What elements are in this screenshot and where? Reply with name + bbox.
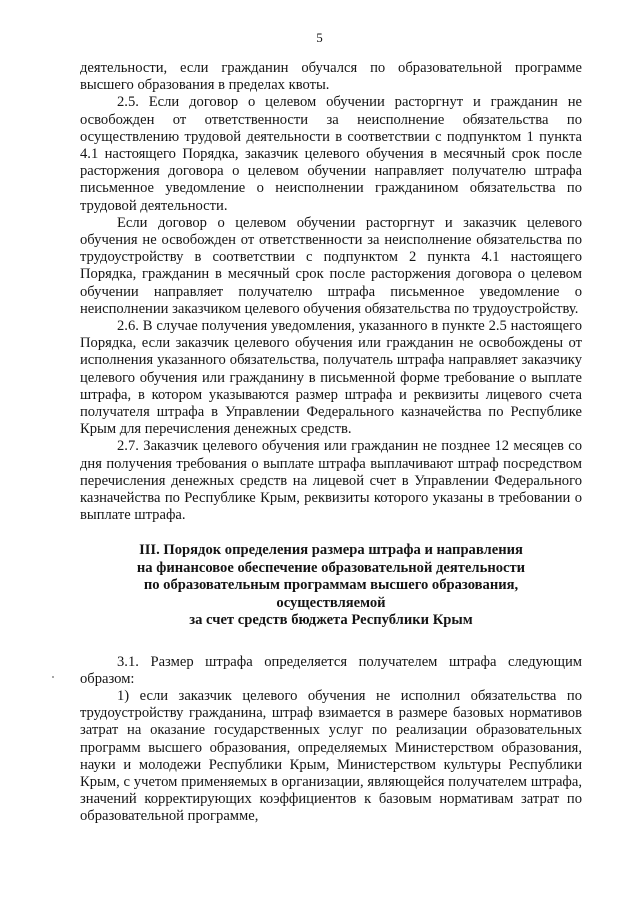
paragraph-3-1: 3.1. Размер штрафа определяется получателем штрафа следующим образом: [80,653,582,687]
section-heading-iii [80,542,582,629]
paragraph-2-5: 2.5. Если договор о целевом обучении расторгнут и гражданин не освобожден от ответственности за неисполнение обязательства по осуществлению трудовой деятельности в соответствии с подпунктом 1 пункта 4.1 настоящего Порядка, заказчик целевого обучения в месячный срок после расторжения договора о целевом обучении направляет получателю штрафа письменное уведомление о неисполнении гражданином обязательства по трудовой деятельности. [80,94,582,214]
section-heading-line: за счет средств бюджета Республики Крым [189,612,473,629]
section-heading-line: на финансовое обеспечение образовательной деятельности [136,559,526,576]
section-heading-line: по образовательным программам высшего образования, [143,577,519,594]
page-number: 5 [316,30,323,45]
section-heading-line: III. Порядок определения размера штрафа и направления [139,542,523,559]
paragraph-continuation: деятельности, если гражданин обучался по образовательной программе высшего образования в пределах квоты. [80,60,582,94]
paragraph-2-6: 2.6. В случае получения уведомления, указанного в пункте 2.5 настоящего Порядка, если заказчик целевого обучения или гражданин не освобождены от исполнения указанного обязательства, получатель штрафа направляет заказчику целевого обучения или гражданину в письменной форме требование о выплате штрафа, в котором указываются размер штрафа и реквизиты лицевого счета получателя штрафа в Управлении Федерального казначейства по Республике Крым для перечисления денежных средств. [80,318,582,438]
section-heading-line: осуществляемой [276,594,386,611]
paragraph-2-5-second: Если договор о целевом обучении расторгнут и заказчик целевого обучения не освобожден от ответственности за неисполнение обязательства по трудоустройству в соответствии с подпунктом 2 пункта 4.1 настоящего Порядка, гражданин в месячный срок после расторжения договора о целевом обучении направляет получателю штрафа письменное уведомление о неисполнении заказчиком целевого обучения обязательства по трудоустройству. [80,214,582,317]
paragraph-3-1-item-1: 1) если заказчик целевого обучения не исполнил обязательства по трудоустройству гражданина, штраф взимается в размере базовых нормативов затрат на оказание государственных услуг по реализации образовательных программ высшего образования, определяемых Министерством образования, науки и молодежи Республики Крым, Министерством культуры Республики Крым, с учетом применяемых в организации, являющейся получателем штрафа, значений корректирующих коэффициентов к базовым нормативам затрат по образовательной программе, [80,687,582,825]
paragraph-2-7: 2.7. Заказчик целевого обучения или гражданин не позднее 12 месяцев со дня получения требования о выплате штрафа выплачивают штраф посредством перечисления денежных средств на лицевой счет в Управлении Федерального казначейства по Республике Крым, реквизиты которого указаны в требовании о выплате штрафа. [80,438,582,524]
scan-speck [52,676,54,678]
document-body [80,60,582,826]
